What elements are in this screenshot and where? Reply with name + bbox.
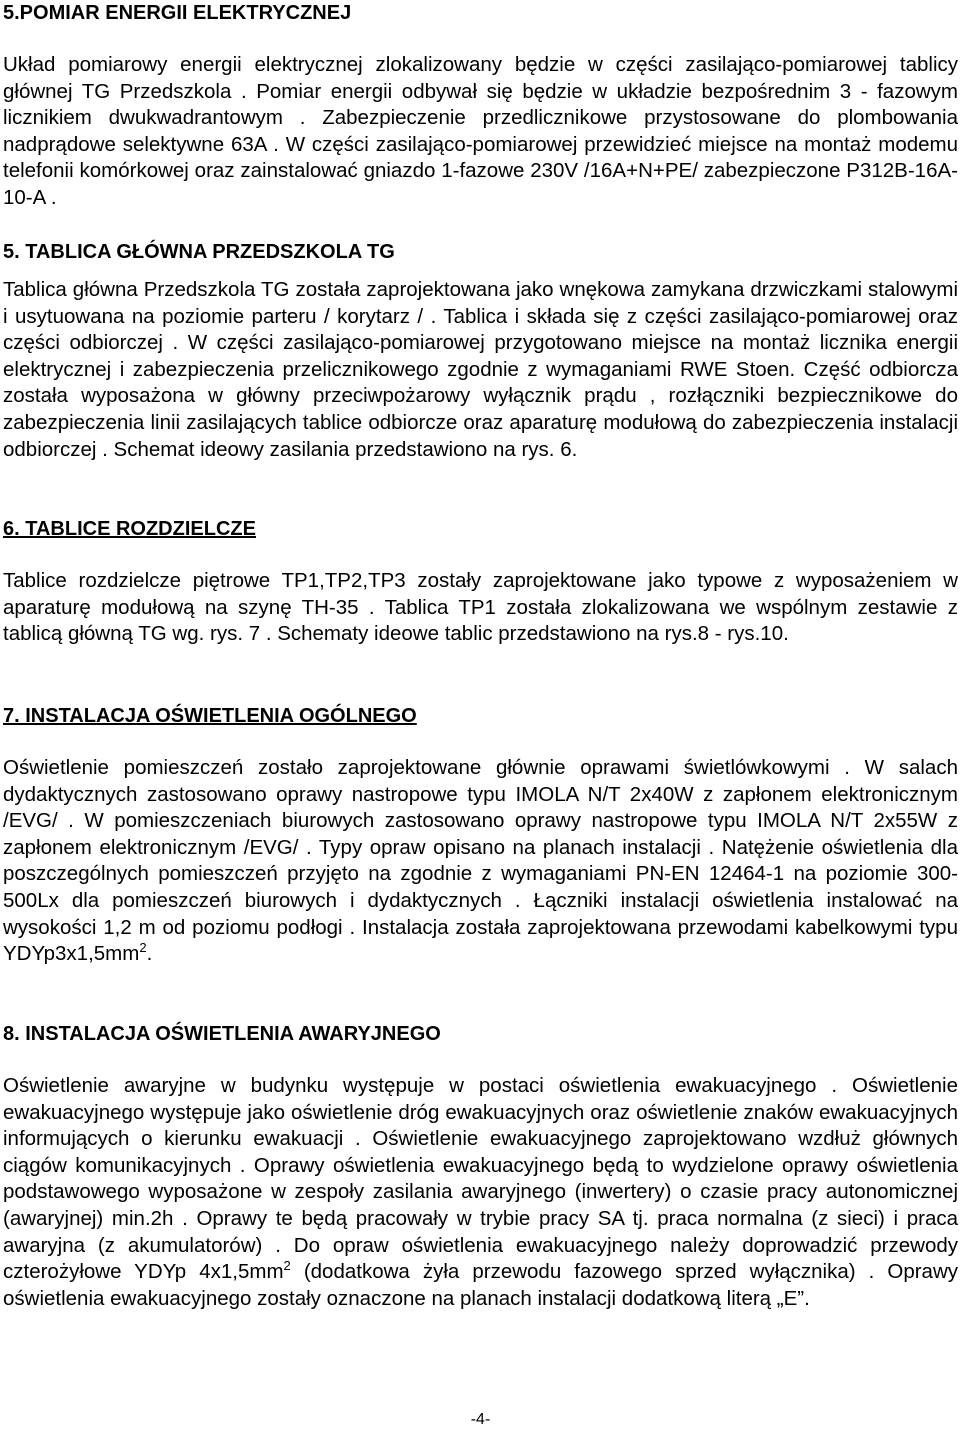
superscript-two: 2 [139,940,147,956]
paragraph-emergency-lighting-text: Oświetlenie awaryjne w budynku występuje w postaci oświetlenia ewakuacyjnego . Oświetlenie ewakuacyjnego występuje jako oświetlenie dróg ewakuacyjnych oraz oświetlenie znaków ewakuacyjnych informujących o kierunku ewakuacji . Oświetlenie ewakuacyjnego zaprojektowano wzdłuż głównych ciągów komunikacyjnych . Oprawy oświetlenia ewakuacyjnego będą to wydzielone oprawy oświetlenia podstawowego wyposażone w zespoły zasilania awaryjnego (inwertery) o czasie pracy autonomicznej (awaryjnej) min.2h . Oprawy te będą pracowały w trybie pracy SA tj. praca normalna (z sieci) i praca awaryjna (z akumulatorów) . Do opraw oświetlenia ewakuacyjnego należy doprowadzić przewody czterożyłowe YDYp 4x1,5mm [3,1074,958,1284]
heading-emergency-lighting: 8. INSTALACJA OŚWIETLENIA AWARYJNEGO [3,1023,441,1045]
superscript-two: 2 [283,1258,291,1274]
heading-general-lighting: 7. INSTALACJA OŚWIETLENIA OGÓLNEGO [3,705,417,727]
heading-distribution-boards: 6. TABLICE ROZDZIELCZE [3,518,256,540]
paragraph-general-lighting-text: Oświetlenie pomieszczeń zostało zaprojektowane głównie oprawami świetlówkowymi . W salach dydaktycznych zastosowano oprawy nastropowe typu IMOLA N/T 2x40W z zapłonem elektronicznym /EVG/ . W pomieszczeniach biurowych zastosowano oprawy nastropowe typu IMOLA N/T 2x55W z zapłonem elektronicznym /EVG/ . Typy opraw opisano na planach instalacji . Natężenie oświetlenia dla poszczególnych pomieszczeń przyjęto na zgodnie z wymaganiami PN-EN 12464-1 na poziomie 300-500Lx dla pomieszczeń biurowych i dydaktycznych . Łączniki instalacji oświetlenia instalować na wysokości 1,2 m od poziomu podłogi . Instalacja została zaprojektowana przewodami kabelkowymi typu YDYp3x1,5mm [3,756,958,966]
page-number: -4- [470,1411,491,1428]
paragraph-distribution-boards: Tablice rozdzielcze piętrowe TP1,TP2,TP3 zostały zaprojektowane jako typowe z wyposażeniem w aparaturę modułową na szynę TH-35 . Tablica TP1 została zlokalizowana we wspólnym zestawie z tablicą główną TG wg. rys. 7 . Schematy ideowe tablic przedstawiono na rys.8 - rys.10. [3,569,958,646]
heading-main-panel: 5. TABLICA GŁÓWNA PRZEDSZKOLA TG [3,241,395,263]
heading-energy-metering: 5.POMIAR ENERGII ELEKTRYCZNEJ [3,2,352,24]
paragraph-energy-metering: Układ pomiarowy energii elektrycznej zlokalizowany będzie w części zasilająco-pomiarowej tablicy głównej TG Przedszkola . Pomiar energii odbywał się będzie w układzie bezpośrednim 3 - fazowym licznikiem dwukwadrantowym . Zabezpieczenie przedlicznikowe przystosowane do plombowania nadprądowe selektywne 63A . W części zasilająco-pomiarowej przewidzieć miejsce na montaż modemu telefonii komórkowej oraz zainstalować gniazdo 1-fazowe 230V /16A+N+PE/ zabezpieczone P312B-16A-10-A . [3,53,958,209]
paragraph-general-lighting [3,755,958,968]
paragraph-main-panel: Tablica główna Przedszkola TG została zaprojektowana jako wnękowa zamykana drzwiczkami stalowymi i usytuowana na poziomie parteru / korytarz / . Tablica i składa się z części zasilająco-pomiarowej oraz części odbiorczej . W części zasilająco-pomiarowej przygotowano miejsce na montaż licznika energii elektrycznej i zabezpieczenia przelicznikowego zgodnie z wymaganiami RWE Stoen. Część odbiorcza została wyposażona w główny przeciwpożarowy wyłącznik prądu , rozłączniki bezpiecznikowe do zabezpieczenia linii zasilających tablice odbiorcze oraz aparaturę modułową do zabezpieczenia instalacji odbiorczej . Schemat ideowy zasilania przedstawiono na rys. 6. [3,278,958,461]
paragraph-emergency-lighting [3,1073,958,1312]
document-page [3,0,958,1436]
paragraph-general-lighting-tail: . [146,942,153,966]
paragraph-emergency-lighting-tail: (dodatkowa żyła przewodu fazowego sprzed wyłącznika) . Oprawy oświetlenia ewakuacyjnego zostały oznaczone na planach instalacji dodatkową literą „E”. [3,1260,958,1310]
